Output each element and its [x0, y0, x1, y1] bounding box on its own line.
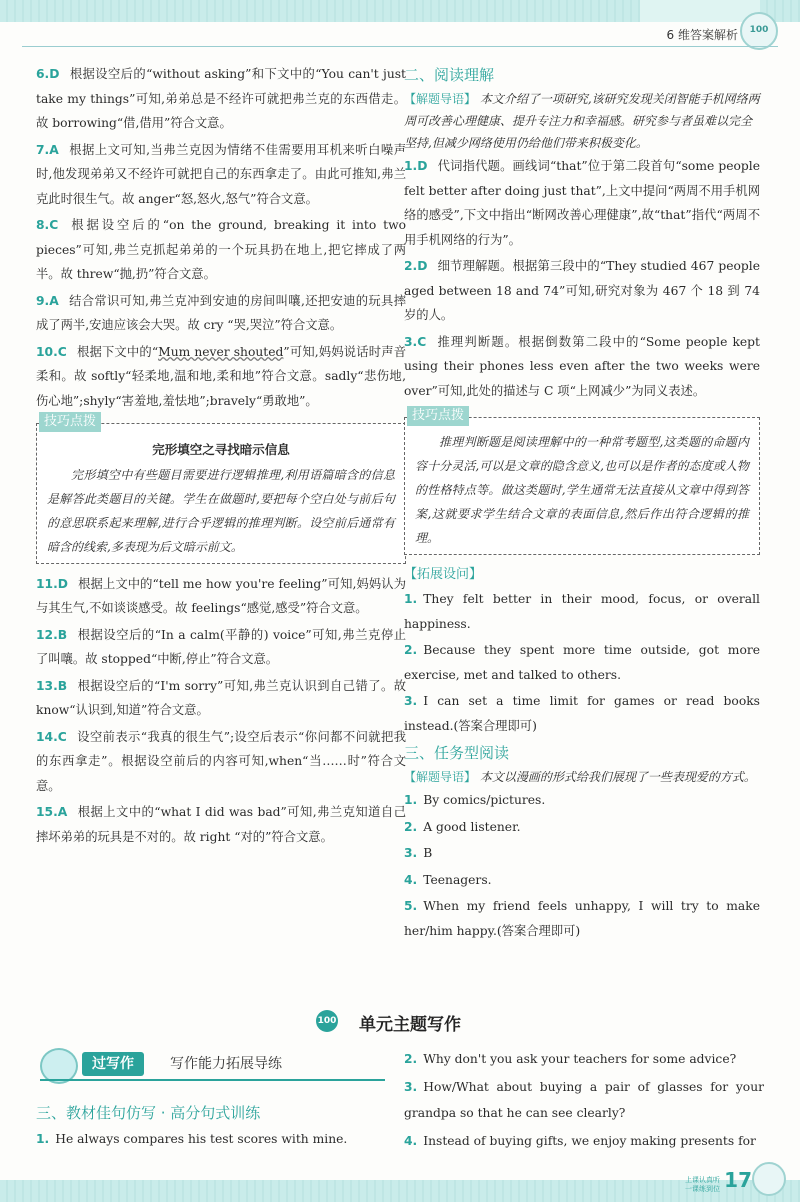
task-item-4: 5. When my friend feels unhappy, I will try to make her/him happy.(答案合理即可): [404, 899, 760, 938]
answer-item-1: 12.B 根据设空后的“In a calm(平静的) voice”可知,弗兰克停止了叫嚷。故 stopped“中断,停止”符合文意。: [36, 627, 406, 666]
footer-band: [0, 1180, 800, 1202]
section-title-reading: 二、阅读理解: [404, 66, 495, 84]
writing-subtitle: 写作能力拓展导练: [170, 1056, 282, 1072]
writing-banner: [40, 1052, 390, 1078]
task-item-2: 3. B: [404, 846, 433, 860]
answer-item-4: 15.A 根据上文中的“what I did was bad”可知,弗兰克知道自己摔坏弟弟的玩具是不对的。故 right “对的”符合文意。: [36, 805, 406, 844]
brand-logo-icon: 100: [740, 12, 778, 50]
extension-item-0: 1. They felt better in their mood, focus, or overall happiness.: [404, 592, 760, 631]
task-guide: 【解题导语】 本文以漫画的形式给我们展现了一些表现爱的方式。: [404, 770, 756, 784]
answer-item-2: 8.C 根据设空后的“on the ground, breaking it into two pieces”可知,弗兰克抓起弟弟的一个玩具扔在地上,把它摔成了两半。故 threw“抛,扔”符合文意。: [36, 218, 406, 281]
tip-box-cloze: [36, 414, 406, 564]
task-item-3: 4. Teenagers.: [404, 872, 492, 887]
header-rule: [22, 46, 778, 47]
writing-right: [404, 1046, 764, 1156]
answer-item-2: 13.B 根据设空后的“I'm sorry”可知,弗兰克认识到自己错了。故 know“认识到,知道”符合文意。: [36, 678, 406, 717]
answer-item-0: 6.D 根据设空后的“without asking”和下文中的“You can't just take my things”可知,弟弟总是不经许可就把弗兰克的东西借走。故 borrowing“借,借用”符合文意。: [36, 67, 406, 130]
writing-left: [36, 1100, 396, 1154]
tip-label: 技巧点拨: [39, 412, 101, 432]
answer-item-0: 11.D 根据上文中的“tell me how you're feeling”可知,妈妈认为与其生气,不如谈谈感受。故 feelings“感觉,感受”符合文意。: [36, 576, 406, 615]
page-number: 17: [724, 1168, 752, 1192]
tip-body: 推理判断题是阅读理解中的一种常考题型,这类题的命题内容十分灵活,可以是文章的隐含意义,也可以是作者的态度或人物的性格特点等。做这类题时,学生通常无法直接从文章中得到答案,这就要求学生结合文章的表面信息,然后作出符合逻辑的推理。: [415, 435, 749, 545]
answer-item-1: 7.A 根据上文可知,当弗兰克因为情绪不佳需要用耳机来听白噪声时,他发现弟弟又不经许可就把自己的东西拿走了。由此可推知,弗兰克此时很生气。故 anger“怒,怒火,怒气”符合文意。: [36, 142, 406, 206]
tip-label: 技巧点拨: [407, 406, 469, 426]
left-column: [36, 62, 406, 851]
reading-item-1: 2.D 细节理解题。根据第三段中的“They studied 467 people aged between 18 and 74”可知,研究对象为 467 个 18 到 74 岁的人。: [404, 259, 760, 322]
footer-brand: 上课认真听 一课练到位: [685, 1176, 720, 1193]
footer-logo-icon: [752, 1162, 786, 1196]
tip-title: 完形填空之寻找暗示信息: [152, 442, 290, 457]
reading-item-2: 3.C 推理判断题。根据倒数第二段中的“Some people kept using their phones less even after the two weeks were over”可知,此处的描述与 C 项“上网减少”为同义表述。: [404, 334, 760, 398]
extension-item-2: 3. I can set a time limit for games or read books instead.(答案合理即可): [404, 694, 760, 733]
extension-item-1: 2. Because they spent more time outside, got more exercise, met and talked to others.: [404, 643, 760, 682]
section-title-writing: 三、教材佳句仿写 · 高分句式训练: [36, 1104, 261, 1122]
writing-badge: 过写作: [82, 1052, 144, 1076]
top-band: [0, 0, 800, 22]
writing-item-2: 4. Instead of buying gifts, we enjoy making presents for: [404, 1134, 756, 1148]
reading-guide: 【解题导语】 本文介绍了一项研究,该研究发现关闭智能手机网络两周可改善心理健康、提升专注力和幸福感。研究参与者虽难以完全坚持,但减少网络使用仍给他们带来积极变化。: [404, 92, 760, 150]
task-item-1: 2. A good listener.: [404, 819, 521, 834]
right-column: [404, 62, 760, 945]
unit-title: 单元主题写作: [359, 1015, 461, 1035]
writing-item-0: 2. Why don't you ask your teachers for some advice?: [404, 1052, 737, 1066]
reading-item-0: 1.D 代词指代题。画线词“that”位于第二段首句“some people felt better after doing just that”,上文中提问“两周不用手机网络的感受”,下文中指出“断网改善心理健康”,故“that”指代“两周不用手机网络的行为”。: [404, 159, 760, 247]
section-title-task: 三、任务型阅读: [404, 744, 510, 762]
task-item-0: 1. By comics/pictures.: [404, 793, 546, 807]
header-title: 6 维答案解析: [666, 28, 738, 42]
writing-item-0: 1. He always compares his test scores with mine.: [36, 1132, 348, 1146]
writing-item-1: 3. How/What about buying a pair of glasses for your grandpa so that he can see clearly?: [404, 1080, 764, 1120]
extension-label: 【拓展设问】: [404, 567, 483, 582]
tip-box-inference: [404, 408, 760, 555]
tip-body: 完形填空中有些题目需要进行逻辑推理,利用语篇暗含的信息是解答此类题目的关键。学生在做题时,要把每个空白处与前后句的意思联系起来理解,进行合乎逻辑的推理判断。设空前后通常有暗含的线索,多表现为后文暗示前文。: [47, 467, 395, 554]
answer-item-10: 10.C 根据下文中的“Mum never shouted”可知,妈妈说话时声音柔和。故 softly“轻柔地,温和地,柔和地”符合文意。sadly“悲伤地,伤心地”;shyly“害羞地,羞怯地”;bravely“勇敢地”。: [36, 344, 406, 408]
answer-item-3: 9.A 结合常识可知,弗兰克冲到安迪的房间叫嚷,还把安迪的玩具摔成了两半,安迪应该会大哭。故 cry “哭,哭泣”符合文意。: [36, 293, 406, 332]
answer-item-3: 14.C 设空前表示“我真的很生气”;设空后表示“你问都不问就把我的东西拿走”。根据设空前后的内容可知,when“当……时”符合文意。: [36, 729, 406, 793]
unit-icon: 100: [316, 1010, 338, 1032]
